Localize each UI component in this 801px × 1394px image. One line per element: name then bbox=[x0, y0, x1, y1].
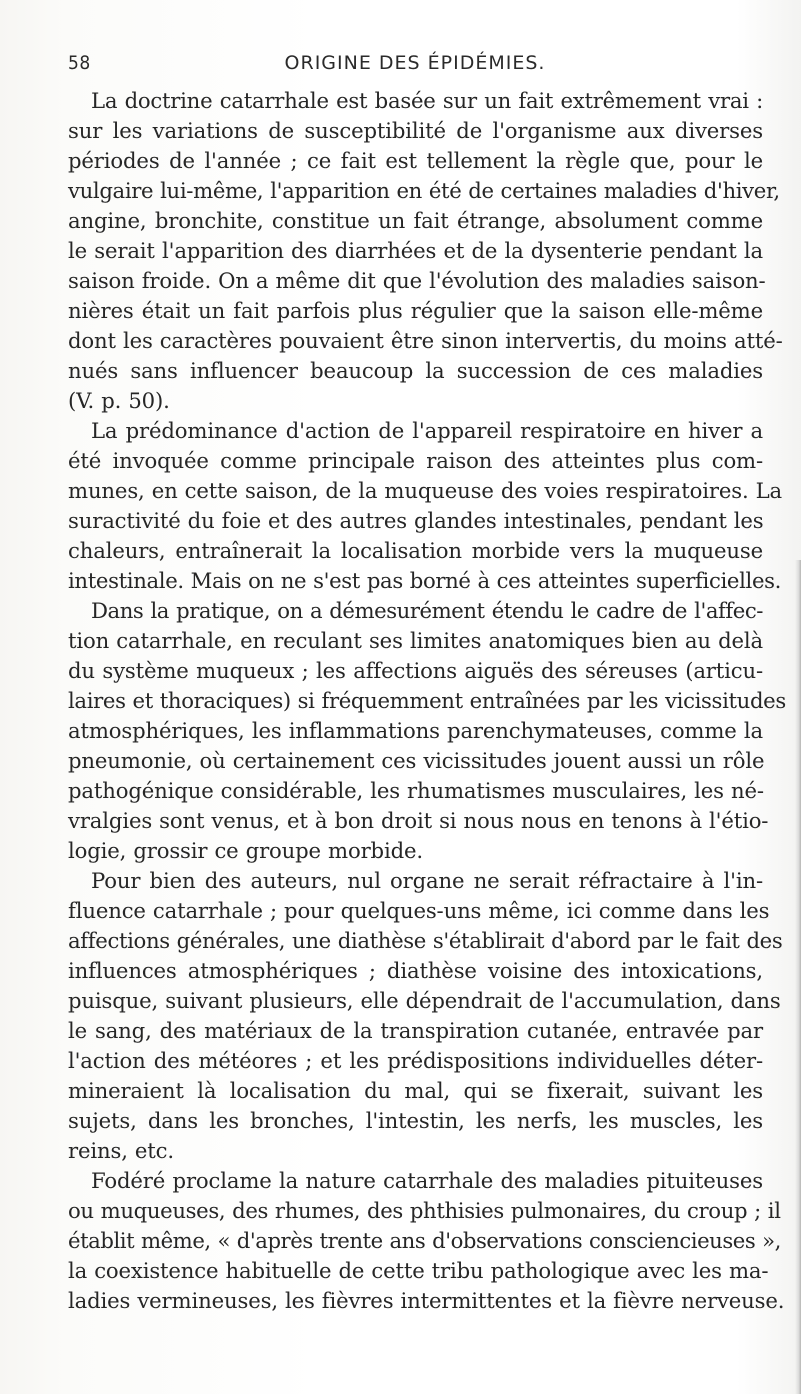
page-header bbox=[68, 52, 762, 82]
text-line: été invoquée comme principale raison des atteintes plus com- bbox=[68, 448, 763, 473]
text-line: saison froide. On a même dit que l'évolution des maladies saison- bbox=[68, 268, 766, 293]
text-line: pathogénique considérable, les rhumatismes musculaires, les né- bbox=[68, 778, 764, 803]
text-line: angine, bronchite, constitue un fait étrange, absolument comme bbox=[68, 208, 763, 233]
text-line: reins, etc. bbox=[68, 1138, 174, 1163]
text-line: puisque, suivant plusieurs, elle dépendrait de l'accumulation, dans bbox=[68, 988, 781, 1013]
text-line: affections générales, une diathèse s'établirait d'abord par le fait des bbox=[68, 928, 783, 953]
text-line: nières était un fait parfois plus régulier que la saison elle-même bbox=[68, 298, 763, 323]
text-line: vralgies sont venus, et à bon droit si nous nous en tenons à l'étio- bbox=[68, 808, 769, 833]
text-line: dont les caractères pouvaient être sinon intervertis, du moins atté- bbox=[68, 328, 783, 353]
paragraph bbox=[68, 1166, 785, 1316]
text-line: mineraient là localisation du mal, qui se fixerait, suivant les bbox=[68, 1078, 763, 1103]
text-line: Pour bien des auteurs, nul organe ne serait réfractaire à l'in- bbox=[91, 868, 763, 893]
text-line: laires et thoraciques) si fréquemment entraînées par les vicissitudes bbox=[68, 688, 786, 713]
text-line: sur les variations de susceptibilité de l'organisme aux diverses bbox=[68, 118, 763, 143]
running-title: ORIGINE DES ÉPIDÉMIES. bbox=[284, 52, 546, 74]
text-line: Dans la pratique, on a démesurément étendu le cadre de l'affec- bbox=[91, 598, 763, 623]
text-line: fluence catarrhale ; pour quelques-uns même, ici comme dans les bbox=[68, 898, 770, 923]
text-line: du système muqueux ; les affections aiguës des séreuses (articu- bbox=[68, 658, 763, 683]
text-line: Fodéré proclame la nature catarrhale des maladies pituiteuses bbox=[91, 1168, 763, 1193]
text-line: suractivité du foie et des autres glandes intestinales, pendant les bbox=[68, 508, 764, 533]
text-line: le serait l'apparition des diarrhées et de la dysenterie pendant la bbox=[68, 238, 763, 263]
text-line: pneumonie, où certainement ces vicissitudes jouent aussi un rôle bbox=[68, 748, 765, 773]
text-line: périodes de l'année ; ce fait est tellement la règle que, pour le bbox=[68, 148, 763, 173]
text-line: logie, grossir ce groupe morbide. bbox=[68, 838, 423, 863]
text-line: chaleurs, entraînerait la localisation morbide vers la muqueuse bbox=[68, 538, 763, 563]
text-line: influences atmosphériques ; diathèse voisine des intoxications, bbox=[68, 958, 763, 983]
text-line: ou muqueuses, des rhumes, des phthisies pulmonaires, du croup ; il bbox=[68, 1198, 781, 1223]
text-line: vulgaire lui-même, l'apparition en été de certaines maladies d'hiver, bbox=[68, 178, 780, 203]
paragraph bbox=[68, 866, 783, 1166]
text-line: munes, en cette saison, de la muqueuse des voies respiratoires. La bbox=[68, 478, 783, 503]
paragraph bbox=[68, 596, 786, 866]
text-line: sujets, dans les bronches, l'intestin, les nerfs, les muscles, les bbox=[68, 1108, 763, 1133]
text-line: établit même, « d'après trente ans d'observations consciencieuses », bbox=[68, 1228, 781, 1253]
text-line: (V. p. 50). bbox=[68, 388, 170, 413]
paragraph bbox=[68, 86, 783, 416]
text-line: ladies vermineuses, les fièvres intermittentes et la fièvre nerveuse. bbox=[68, 1288, 785, 1313]
text-line: tion catarrhale, en reculant ses limites anatomiques bien au delà bbox=[68, 628, 763, 653]
text-line: l'action des météores ; et les prédispositions individuelles déter- bbox=[68, 1048, 763, 1073]
scan-edge-shadow bbox=[795, 560, 801, 1394]
body-text bbox=[68, 86, 786, 1316]
text-line: le sang, des matériaux de la transpiration cutanée, entravée par bbox=[68, 1018, 763, 1043]
text-line: atmosphériques, les inflammations parenchymateuses, comme la bbox=[68, 718, 763, 743]
text-line: nués sans influencer beaucoup la succession de ces maladies bbox=[68, 358, 763, 383]
text-line: intestinale. Mais on ne s'est pas borné à ces atteintes superficielles. bbox=[68, 568, 782, 593]
paragraph bbox=[68, 416, 783, 596]
text-line: la coexistence habituelle de cette tribu pathologique avec les ma- bbox=[68, 1258, 769, 1283]
text-line: La prédominance d'action de l'appareil respiratoire en hiver a bbox=[91, 418, 763, 443]
text-line: La doctrine catarrhale est basée sur un fait extrêmement vrai : bbox=[91, 88, 763, 113]
page-number: 58 bbox=[68, 52, 91, 74]
